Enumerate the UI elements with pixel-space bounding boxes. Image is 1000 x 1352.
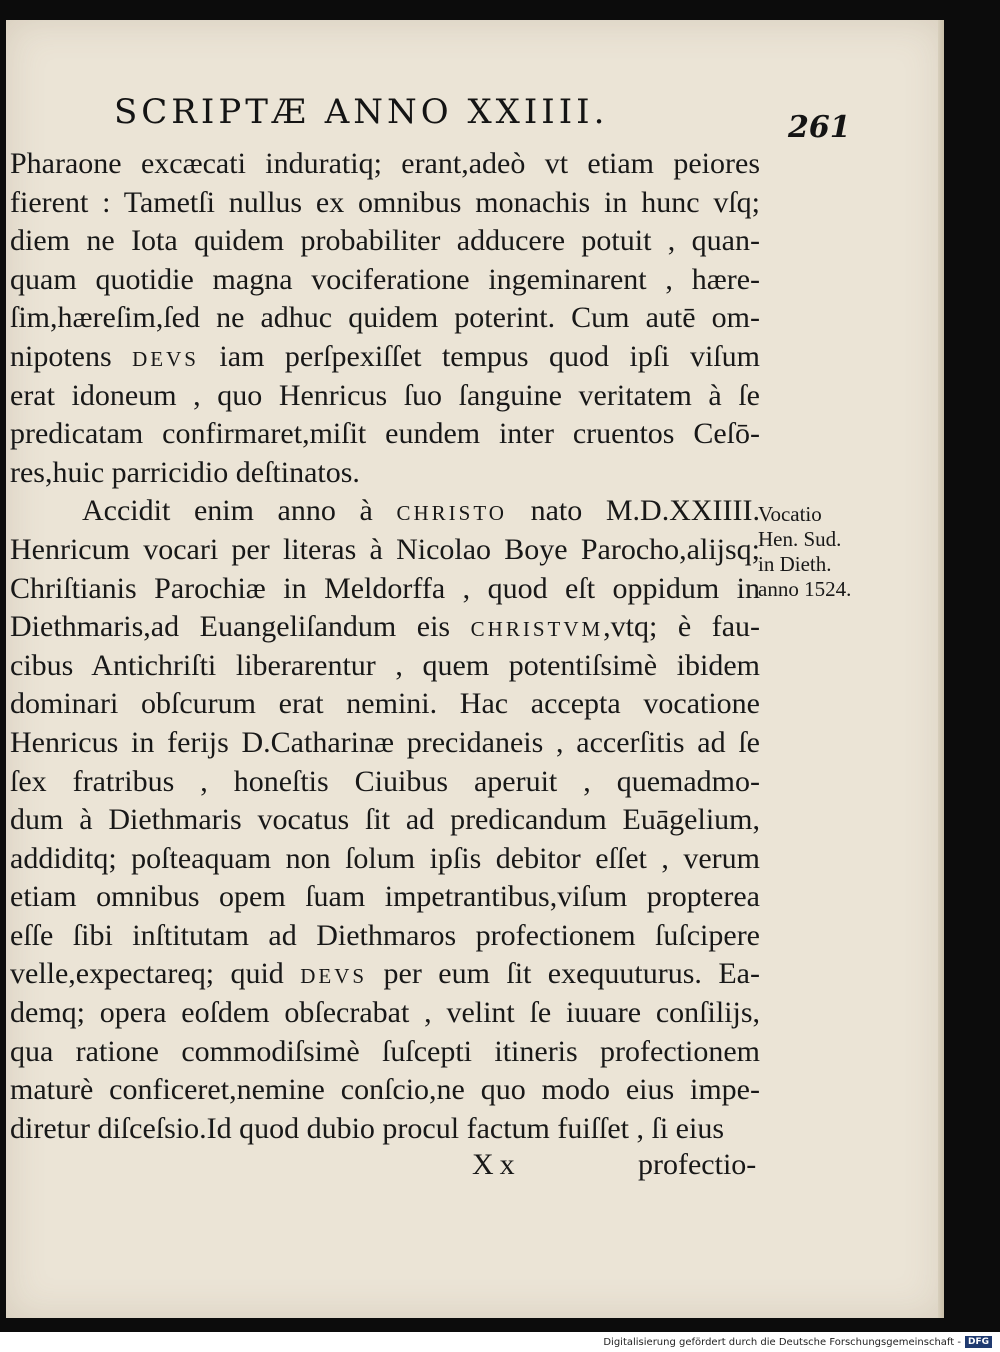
margin-note-line: Vocatio — [758, 502, 822, 526]
text-segment: Accidit enim anno à — [82, 494, 397, 528]
text-line — [10, 994, 760, 1033]
text-line — [10, 917, 760, 956]
footer — [0, 1336, 992, 1348]
text-segment: Diethmaris,ad Euangeliſandum eis — [10, 610, 471, 644]
margin-note-line: in Dieth. — [758, 552, 832, 576]
text-line — [10, 840, 760, 879]
text-line — [10, 878, 760, 917]
text-segment: ſim,hæreſim,ſed ne adhuc quidem poterint. Cum autē om- — [10, 301, 760, 335]
small-caps-name: CHRISTVM — [470, 617, 604, 642]
text-line — [10, 763, 760, 802]
text-line — [10, 801, 760, 840]
margin-note-line: anno 1524. — [758, 577, 852, 601]
text-segment: res,huic parricidio deſtinatos. — [10, 455, 360, 489]
text-line — [10, 454, 760, 493]
text-line — [10, 222, 760, 261]
text-line — [10, 647, 760, 686]
footer-credit: Digitalisierung gefördert durch die Deutsche Forschungsgemeinschaft - — [603, 1337, 961, 1348]
running-title: SCRIPTÆ ANNO XXIIII. — [114, 92, 609, 132]
text-line — [10, 531, 760, 570]
text-segment: eſſe ſibi inſtitutam ad Diethmaros profectionem ſuſcipere — [10, 918, 760, 952]
small-caps-name: CHRISTO — [396, 501, 507, 526]
text-segment: cibus Antichriſti liberarentur , quem potentiſsimè ibidem — [10, 648, 760, 682]
text-line — [10, 685, 760, 724]
text-segment: erat idoneum , quo Henricus ſuo ſanguine veritatem à ſe — [10, 378, 760, 412]
text-line — [10, 338, 760, 377]
text-segment: per eum ſit exequuturus. Ea- — [367, 957, 760, 991]
margin-note — [758, 502, 851, 602]
text-segment: predicatam confirmaret,miſit eundem inter cruentos Ceſō- — [10, 417, 760, 451]
text-segment: ,vtq; è fau- — [603, 610, 761, 644]
text-segment: nipotens — [10, 339, 133, 373]
text-line — [10, 261, 760, 300]
text-segment: nato M.D.XXIIII. — [506, 494, 761, 528]
text-segment: Pharaone excæcati induratiq; erant,adeò vt etiam peiores — [10, 147, 760, 180]
text-line — [10, 299, 760, 338]
text-line — [10, 1033, 760, 1072]
text-line — [10, 608, 760, 647]
text-line — [10, 570, 760, 609]
text-line — [10, 1071, 760, 1110]
text-segment: diretur diſceſsio.Id quod dubio procul factum fuiſſet , ſi eius — [10, 1111, 725, 1145]
text-line — [10, 145, 760, 184]
text-segment: qua ratione commodiſsimè ſuſcepti itineris profectionem — [10, 1034, 760, 1068]
catchword: profectio- — [638, 1148, 757, 1181]
text-segment: dominari obſcurum erat nemini. Hac accepta vocatione — [10, 687, 760, 721]
text-line — [10, 1110, 760, 1149]
book-page — [6, 20, 944, 1318]
text-segment: Henricus in ferijs D.Catharinæ precidaneis , accerſitis ad ſe — [10, 725, 760, 759]
text-segment: maturè conficeret,nemine conſcio,ne quo modo eius impe- — [10, 1073, 760, 1107]
text-segment: Henricum vocari per literas à Nicolao Boye Parocho,aliјsq; — [10, 532, 760, 566]
dfg-logo: DFG — [965, 1336, 992, 1348]
text-line — [10, 184, 760, 223]
text-segment: addiditq; poſteaquam non ſolum ipſis debitor eſſet , verum — [10, 841, 760, 875]
text-segment: diem ne Iota quidem probabiliter adducere potuit , quan- — [10, 224, 760, 258]
text-segment: Chriſtianis Parochiæ in Meldorffa , quod eſt oppidum in — [10, 571, 760, 605]
text-line — [10, 955, 760, 994]
text-segment: quam quotidie magna vociferatione ingeminarent , hære- — [10, 262, 760, 296]
page-edge — [938, 20, 944, 1318]
text-line — [10, 377, 760, 416]
text-segment: iam perſpexiſſet tempus quod ipſi viſum — [198, 339, 760, 373]
body-text — [10, 145, 760, 1148]
signature-mark: Xx — [472, 1148, 521, 1181]
text-segment: dum à Diethmaris vocatus ſit ad predicandum Euāgelium, — [10, 803, 760, 837]
small-caps-name: DEVS — [300, 964, 368, 989]
text-segment: velle,expectareq; quid — [10, 957, 301, 991]
text-line — [10, 724, 760, 763]
text-line — [10, 415, 760, 454]
page-number: 261 — [788, 110, 851, 145]
text-line — [10, 492, 760, 531]
text-segment: demq; opera eoſdem obſecrabat , velint ſe iuuare conſilijs, — [10, 996, 760, 1030]
text-segment: fierent : Tametſi nullus ex omnibus monachis in hunc vſq; — [10, 185, 760, 219]
small-caps-name: DEVS — [132, 346, 199, 371]
text-segment: ſex fratribus , honeſtis Ciuibus aperuit , quemadmo- — [10, 764, 760, 798]
text-segment: etiam omnibus opem ſuam impetrantibus,viſum propterea — [10, 880, 760, 914]
margin-note-line: Hen. Sud. — [758, 527, 842, 551]
